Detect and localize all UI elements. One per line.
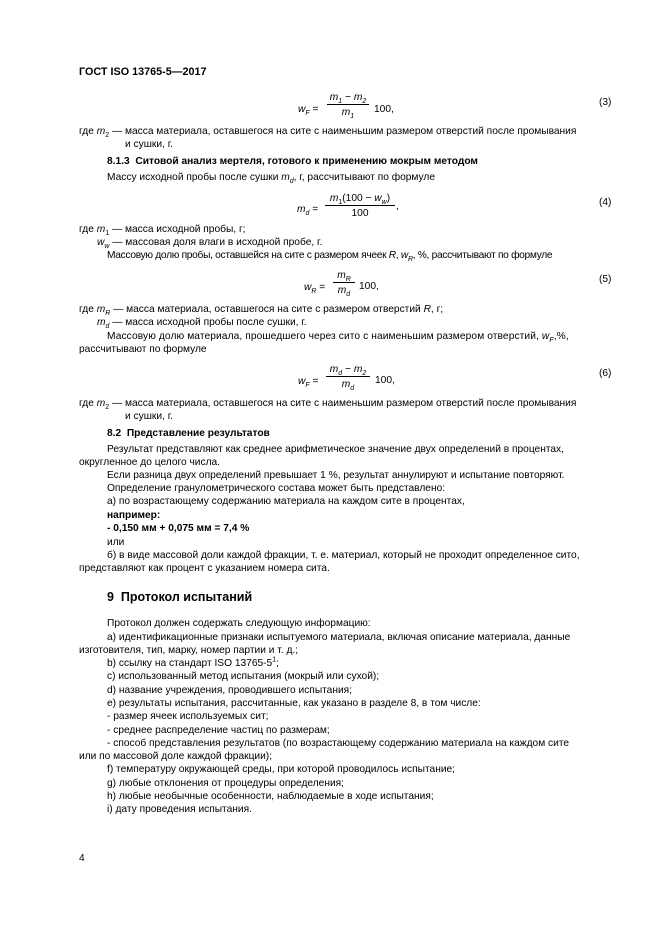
p9-item-e-2: - среднее распределение частиц по размерам;: [107, 725, 330, 736]
formula-6-fraction: $m_d - m_2$ $m_d$: [326, 364, 370, 390]
p82-item-a: а) по возрастающему содержанию материала на каждом сите в процентах,: [107, 496, 465, 507]
p9-item-a: а) идентификационные признаки испытуемого материала, включая описание материала, данные: [107, 632, 571, 643]
p9-item-c: с) использованный метод испытания (мокрый или сухой);: [107, 671, 380, 682]
p82-item-b: б) в виде массовой доли каждой фракции, т. е. материал, который не проходит определенное сито,: [107, 550, 580, 561]
where-m2-continuation-2: и сушки, г.: [125, 411, 173, 422]
p82-line-1: Результат представляют как среднее арифметическое значение двух определений в процентах,: [107, 444, 564, 455]
formula-4-lhs: $m_d$ =: [297, 204, 319, 218]
p82-example-value: - 0,150 мм + 0,075 мм = 7,4 %: [107, 523, 250, 534]
page-number: 4: [79, 853, 85, 864]
formula-4-fraction: $m_1(100 - w_w)$ 100: [325, 193, 395, 219]
p9-item-b: b) ссылку на стандарт ISO $13765-5^1$;: [107, 656, 279, 669]
md-intro: Массу исходной пробы после сушки $m_d$, г, рассчитывают по формуле: [107, 172, 436, 186]
p9-item-g: g) любые отклонения от процедуры определения;: [107, 778, 345, 789]
p9-item-e-3-cont: или по массовой доле каждой фракции);: [79, 751, 273, 762]
p9-item-e: е) результаты испытания, рассчитанные, как указано в разделе 8, в том числе:: [107, 698, 481, 709]
section-8-2-heading: 8.2 Представление результатов: [107, 428, 270, 439]
p9-intro: Протокол должен содержать следующую информацию:: [107, 618, 371, 629]
formula-5-lhs: $w_R$ =: [304, 282, 326, 296]
where-ww-line: $w_w$ — массовая доля влаги в исходной пробе, г.: [97, 237, 323, 251]
formula-6-lhs: $w_F$ =: [298, 376, 319, 390]
p9-item-e-3: - способ представления результатов (по возрастающему содержанию материала на каждом сите: [107, 738, 570, 749]
formula-5-tail: 100,: [359, 281, 379, 292]
where-m2-line: где $m_2$ — масса материала, оставшегося на сите с наименьшим размером отверстий после промывания: [79, 126, 577, 140]
p9-item-a-cont: изготовителя, тип, марку, номер партии и т. д.;: [79, 645, 299, 656]
formula-5-number: (5): [599, 274, 612, 285]
p9-item-h: h) любые необычные особенности, наблюдаемые в ходе испытания;: [107, 791, 434, 802]
p82-item-b-cont: представляют как процент с указанием номера сита.: [79, 563, 330, 574]
p9-item-f: f) температуру окружающей среды, при которой проводилось испытание;: [107, 764, 456, 775]
section-8-1-3-heading: 8.1.3 Ситовой анализ мертеля, готового к применению мокрым методом: [107, 156, 478, 167]
wf-intro-continuation: рассчитывают по формуле: [79, 344, 207, 355]
p82-or: или: [107, 537, 125, 548]
formula-3-fraction: $m_1 - m_2$ $m_1$: [327, 92, 369, 118]
formula-3-number: (3): [599, 97, 612, 108]
formula-3-tail: 100,: [374, 104, 394, 115]
where-md-line: $m_d$ — масса исходной пробы после сушки, г.: [97, 317, 307, 331]
p82-example-label: например:: [107, 510, 161, 521]
p9-item-e-1: - размер ячеек используемых сит;: [107, 711, 269, 722]
where-m2-line-2: где $m_2$ — масса материала, оставшегося на сите с наименьшим размером отверстий после промывания: [79, 398, 577, 412]
formula-6-number: (6): [599, 368, 612, 379]
document-header: ГОСТ ISO 13765-5—2017: [79, 66, 207, 78]
formula-6-tail: 100,: [375, 375, 395, 386]
where-m1-line: где $m_1$ — масса исходной пробы, г;: [79, 224, 246, 238]
wf-intro: Массовую долю материала, прошедшего через сито с наименьшим размером отверстий, $w_F,\%$,: [107, 331, 569, 345]
wr-intro: Массовую долю пробы, оставшейся на сите с размером ячеек R, $w_R$, %, рассчитывают по формуле: [107, 250, 553, 264]
where-m2-continuation: и сушки, г.: [125, 139, 173, 150]
where-mR-line: где $m_R$ — масса материала, оставшегося на сите с размером отверстий R, г;: [79, 304, 444, 318]
formula-5-fraction: $m_R$ $m_d$: [333, 270, 355, 296]
p9-item-d: d) название учреждения, проводившего испытания;: [107, 685, 353, 696]
section-9-heading: 9 Протокол испытаний: [107, 590, 253, 604]
formula-4-tail: ,: [396, 201, 399, 212]
p9-item-i: i) дату проведения испытания.: [107, 804, 252, 815]
formula-3-lhs: $w_F$ =: [298, 104, 319, 118]
p82-line-3: Определение гранулометрического состава может быть представлено:: [107, 483, 446, 494]
p82-line-1b: округленное до целого числа.: [79, 457, 221, 468]
p82-line-2: Если разница двух определений превышает 1 %, результат аннулируют и испытание повторяют.: [107, 470, 565, 481]
formula-4-number: (4): [599, 197, 612, 208]
